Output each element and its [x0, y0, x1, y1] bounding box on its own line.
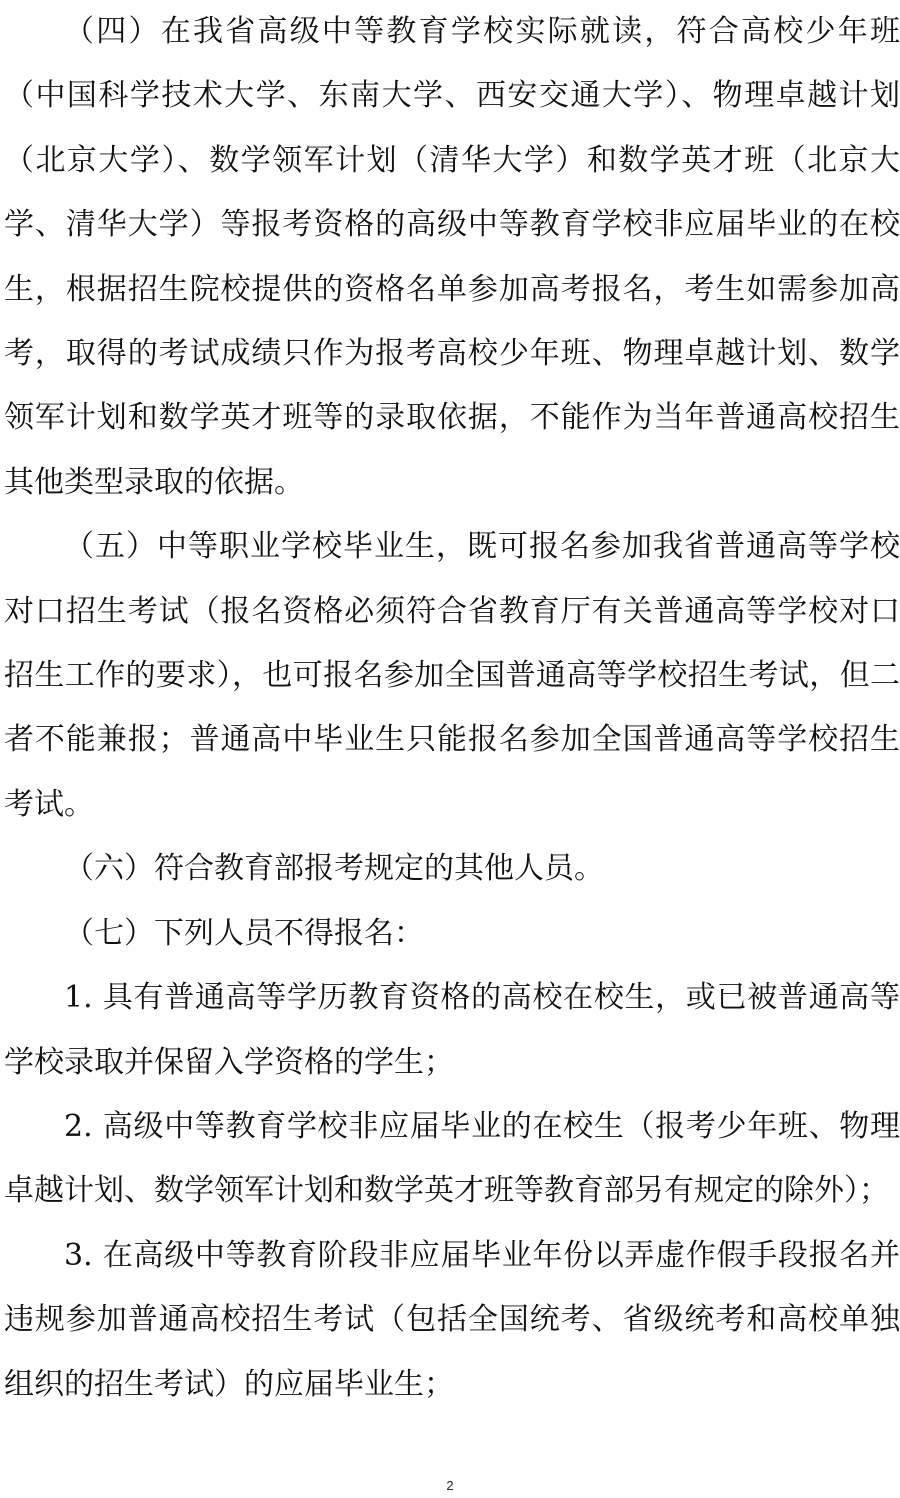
paragraph-item-5: （五）中等职业学校毕业生，既可报名参加我省普通高等学校对口招生考试（报名资格必须符合省教育厅有关普通高等学校对口招生工作的要求），也可报名参加全国普通高等学校招生考试，但二者不能兼报；普通高中毕业生只能报名参加全国普通高等学校招生考试。: [4, 529, 900, 822]
paragraph-item-4: （四）在我省高级中等教育学校实际就读，符合高校少年班（中国科学技术大学、东南大学、西安交通大学）、物理卓越计划（北京大学）、数学领军计划（清华大学）和数学英才班（北京大学、清华大学）等报考资格的高级中等教育学校非应届毕业的在校生，根据招生院校提供的资格名单参加高考报名，考生如需参加高考，取得的考试成绩只作为报考高校少年班、物理卓越计划、数学领军计划和数学英才班等的录取依据，不能作为当年普通高校招生其他类型录取的依据。: [4, 14, 900, 500]
page-number: 2: [446, 1478, 454, 1493]
list-item-3: 3. 在高级中等教育阶段非应届毕业年份以弄虚作假手段报名并违规参加普通高校招生考试（包括全国统考、省级统考和高校单独组织的招生考试）的应届毕业生；: [4, 1237, 900, 1402]
paragraph-item-6: （六）符合教育部报考规定的其他人员。: [64, 851, 604, 887]
list-item-1: 1. 具有普通高等学历教育资格的高校在校生，或已被普通高等学校录取并保留入学资格的学生；: [4, 980, 900, 1080]
document-body: [4, 0, 900, 1417]
list-item-2: 2. 高级中等教育学校非应届毕业的在校生（报考少年班、物理卓越计划、数学领军计划和数学英才班等教育部另有规定的除外）；: [4, 1108, 900, 1209]
paragraph-item-7: （七）下列人员不得报名：: [64, 915, 424, 951]
